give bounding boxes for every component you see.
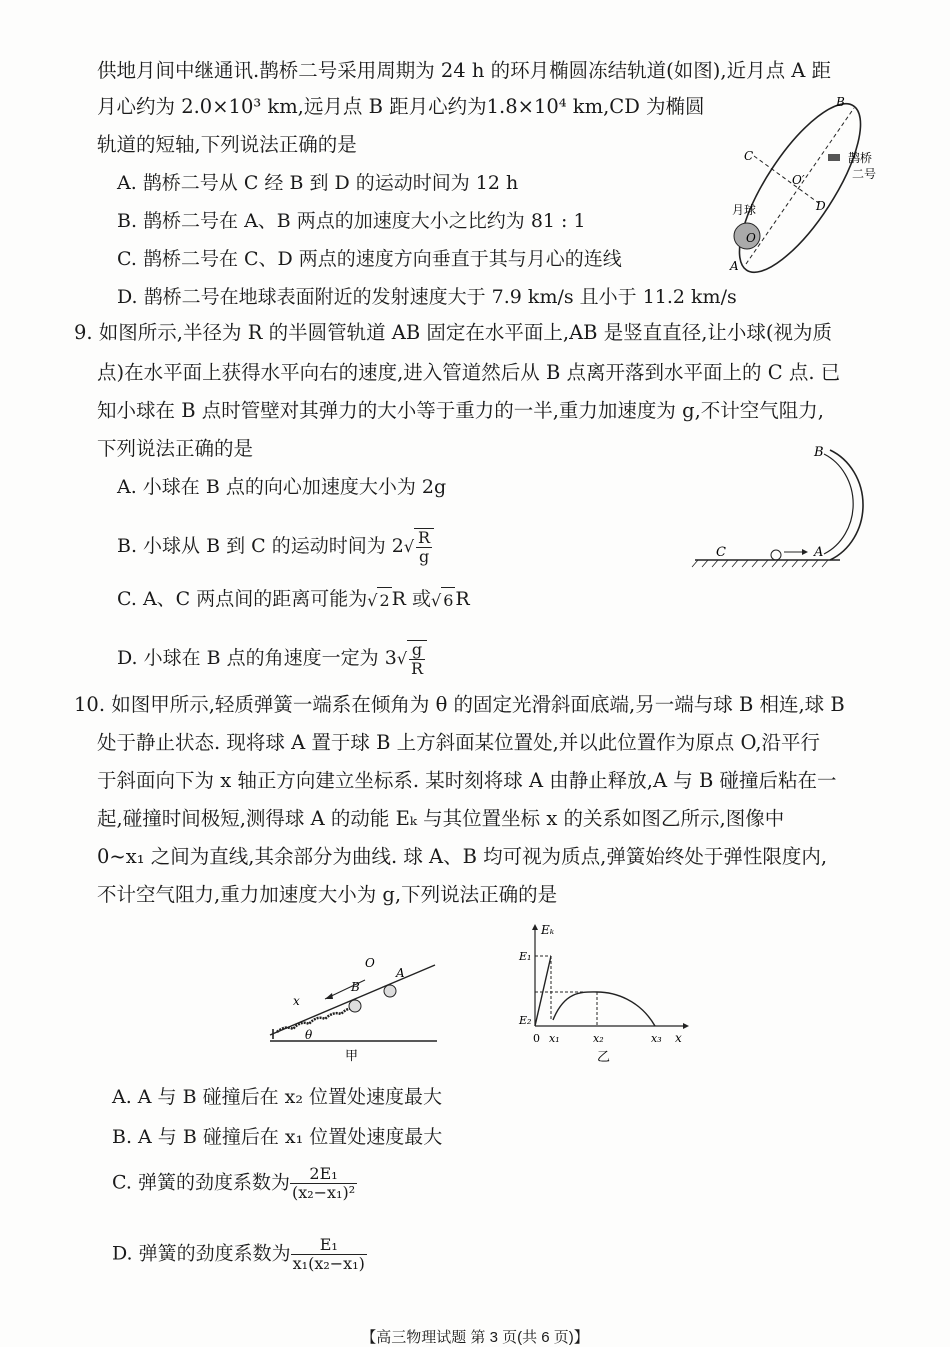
satellite-icon xyxy=(828,154,840,161)
point-b-label: B xyxy=(836,95,845,109)
angle-theta-label: θ xyxy=(305,1028,313,1042)
point-b-label: B xyxy=(814,445,824,460)
semicircle-outer xyxy=(830,450,863,560)
moon-center-label: O xyxy=(746,231,756,245)
q10-option-a: A. A 与 B 碰撞后在 x₂ 位置处速度最大 xyxy=(112,1086,443,1108)
q9-option-b-text: B. 小球从 B 到 C 的运动时间为 2 xyxy=(117,535,404,557)
ball-icon xyxy=(771,550,781,560)
sqrt-symbol: √ $\frac{R}{g}$ xyxy=(404,528,434,566)
x-axis-label: x xyxy=(675,1031,682,1045)
q10-line-5: 0~x₁ 之间为直线,其余部分为曲线. 球 A、B 均可视为质点,弹簧始终处于弹性限度内, xyxy=(97,845,828,868)
q10-option-b: B. A 与 B 碰撞后在 x₁ 位置处速度最大 xyxy=(112,1126,443,1148)
q10-d-numerator: E₁ xyxy=(291,1236,367,1255)
q9-option-c-prefix: C. A、C 两点间的距离可能为 xyxy=(117,588,368,610)
q9-option-c-suffix: R xyxy=(455,588,470,610)
q9-option-c: C. A、C 两点间的距离可能为√ 2 R 或√ 6 R xyxy=(117,586,470,614)
q8-option-c: C. 鹊桥二号在 C、D 两点的速度方向垂直于其与月心的连线 xyxy=(117,248,622,270)
semicircle-inner xyxy=(824,454,853,554)
ball-b-label: B xyxy=(351,980,360,994)
linear-segment xyxy=(535,956,551,1026)
e1-label: E₁ xyxy=(519,950,532,963)
q10-d-denominator: x₁(x₂−x₁) xyxy=(292,1254,365,1273)
q8-option-a: A. 鹊桥二号从 C 经 B 到 D 的运动时间为 12 h xyxy=(117,172,519,194)
ek-axis-label: Eₖ xyxy=(541,923,555,937)
q8-line-2: 月心约为 2.0×10³ km,远月点 B 距月心约为1.8×10⁴ km,CD 为椭圆 xyxy=(97,95,705,118)
q10-line-1: 10. 如图甲所示,轻质弹簧一端系在倾角为 θ 的固定光滑斜面底端,另一端与球 B 相连,球 B xyxy=(74,693,845,716)
figure-jia-caption: 甲 xyxy=(345,1049,359,1064)
point-a-label: A xyxy=(814,545,824,560)
q10-option-d-text: D. 弹簧的劲度系数为 xyxy=(112,1242,291,1265)
figure-yi-caption: 乙 xyxy=(597,1050,611,1065)
point-c-label: C xyxy=(744,149,754,163)
e2-label: E₂ xyxy=(519,1014,532,1027)
ball-a-icon xyxy=(384,985,396,997)
q9-option-d: D. 小球在 B 点的角速度一定为 3√ $\frac{g}{R}$ xyxy=(117,640,427,678)
q9-c-radicand-2: 6 xyxy=(441,587,455,614)
q8-line-1: 供地月间中继通讯.鹊桥二号采用周期为 24 h 的环月椭圆冻结轨道(如图),近月点 A 距 xyxy=(97,59,832,82)
center-oprime-label: O′ xyxy=(792,173,805,187)
minor-axis xyxy=(754,156,820,204)
page-footer: 【高三物理试题 第 3 页(共 6 页)】 xyxy=(361,1329,589,1346)
q10-line-2: 处于静止状态. 现将球 A 置于球 B 上方斜面某位置处,并以此位置作为原点 O,沿平行 xyxy=(97,731,821,754)
q8-option-b: B. 鹊桥二号在 A、B 两点的加速度大小之比约为 81 : 1 xyxy=(117,210,586,232)
q9-option-c-middle: R 或 xyxy=(391,588,431,610)
q10-line-6: 不计空气阻力,重力加速度大小为 g,下列说法正确的是 xyxy=(97,883,558,906)
point-d-label: D xyxy=(816,199,826,213)
q10-c-numerator: 2E₁ xyxy=(290,1165,357,1184)
q9-option-b xyxy=(117,528,434,566)
point-c-label: C xyxy=(716,545,726,560)
satellite-label-2: 二号 xyxy=(852,167,877,181)
q9-b-numerator: R xyxy=(418,528,431,547)
origin-o-label: O xyxy=(365,956,375,970)
x2-label: x₂ xyxy=(593,1032,604,1045)
q9-line-2: 点)在水平面上获得水平向右的速度,进入管道然后从 B 点离开落到水平面上的 C 点. 已 xyxy=(97,361,841,384)
x3-label: x₃ xyxy=(651,1032,662,1045)
q9-d-denominator: R xyxy=(411,659,424,678)
q10-c-denominator: (x₂−x₁)² xyxy=(291,1183,356,1202)
q10-option-c xyxy=(112,1165,357,1202)
q10-option-c-text: C. 弹簧的劲度系数为 xyxy=(112,1171,290,1194)
origin-label: 0 xyxy=(533,1032,540,1045)
q9-line-4: 下列说法正确的是 xyxy=(97,437,254,460)
q9-d-numerator: g xyxy=(409,641,425,660)
spring-icon xyxy=(277,1008,357,1032)
q10-figure-yi xyxy=(505,920,695,1065)
q9-option-d-text: D. 小球在 B 点的角速度一定为 3 xyxy=(117,647,397,669)
curve-segment-smooth xyxy=(553,992,655,1026)
q9-track-figure xyxy=(690,440,890,580)
q9-line-3: 知小球在 B 点时管壁对其弹力的大小等于重力的一半,重力加速度为 g,不计空气阻力, xyxy=(97,399,825,422)
q9-c-radicand-1: 2 xyxy=(377,587,391,614)
q8-orbit-figure xyxy=(720,90,890,280)
satellite-label-1: 鹊桥 xyxy=(848,151,873,165)
q9-line-1: 9. 如图所示,半径为 R 的半圆管轨道 AB 固定在水平面上,AB 是竖直直径,让小球(视为质 xyxy=(74,321,833,344)
ball-a-label: A xyxy=(396,966,405,980)
point-a-label: A xyxy=(730,259,739,273)
x1-label: x₁ xyxy=(549,1032,560,1045)
moon-label: 月球 xyxy=(732,203,757,217)
ball-b-icon xyxy=(349,1000,361,1012)
q10-line-3: 于斜面向下为 x 轴正方向建立坐标系. 某时刻将球 A 由静止释放,A 与 B 碰撞后粘在一 xyxy=(97,769,837,792)
x-axis-label: x xyxy=(293,994,300,1008)
q8-line-3: 轨道的短轴,下列说法正确的是 xyxy=(97,133,357,156)
q9-option-a: A. 小球在 B 点的向心加速度大小为 2g xyxy=(117,476,447,498)
q10-option-d xyxy=(112,1236,367,1273)
q10-figure-jia xyxy=(265,935,445,1065)
q8-option-d: D. 鹊桥二号在地球表面附近的发射速度大于 7.9 km/s 且小于 11.2 km/s xyxy=(117,286,737,308)
q10-line-4: 起,碰撞时间极短,测得球 A 的动能 Eₖ 与其位置坐标 x 的关系如图乙所示,图像中 xyxy=(97,807,785,830)
q9-b-denominator: g xyxy=(418,547,430,566)
